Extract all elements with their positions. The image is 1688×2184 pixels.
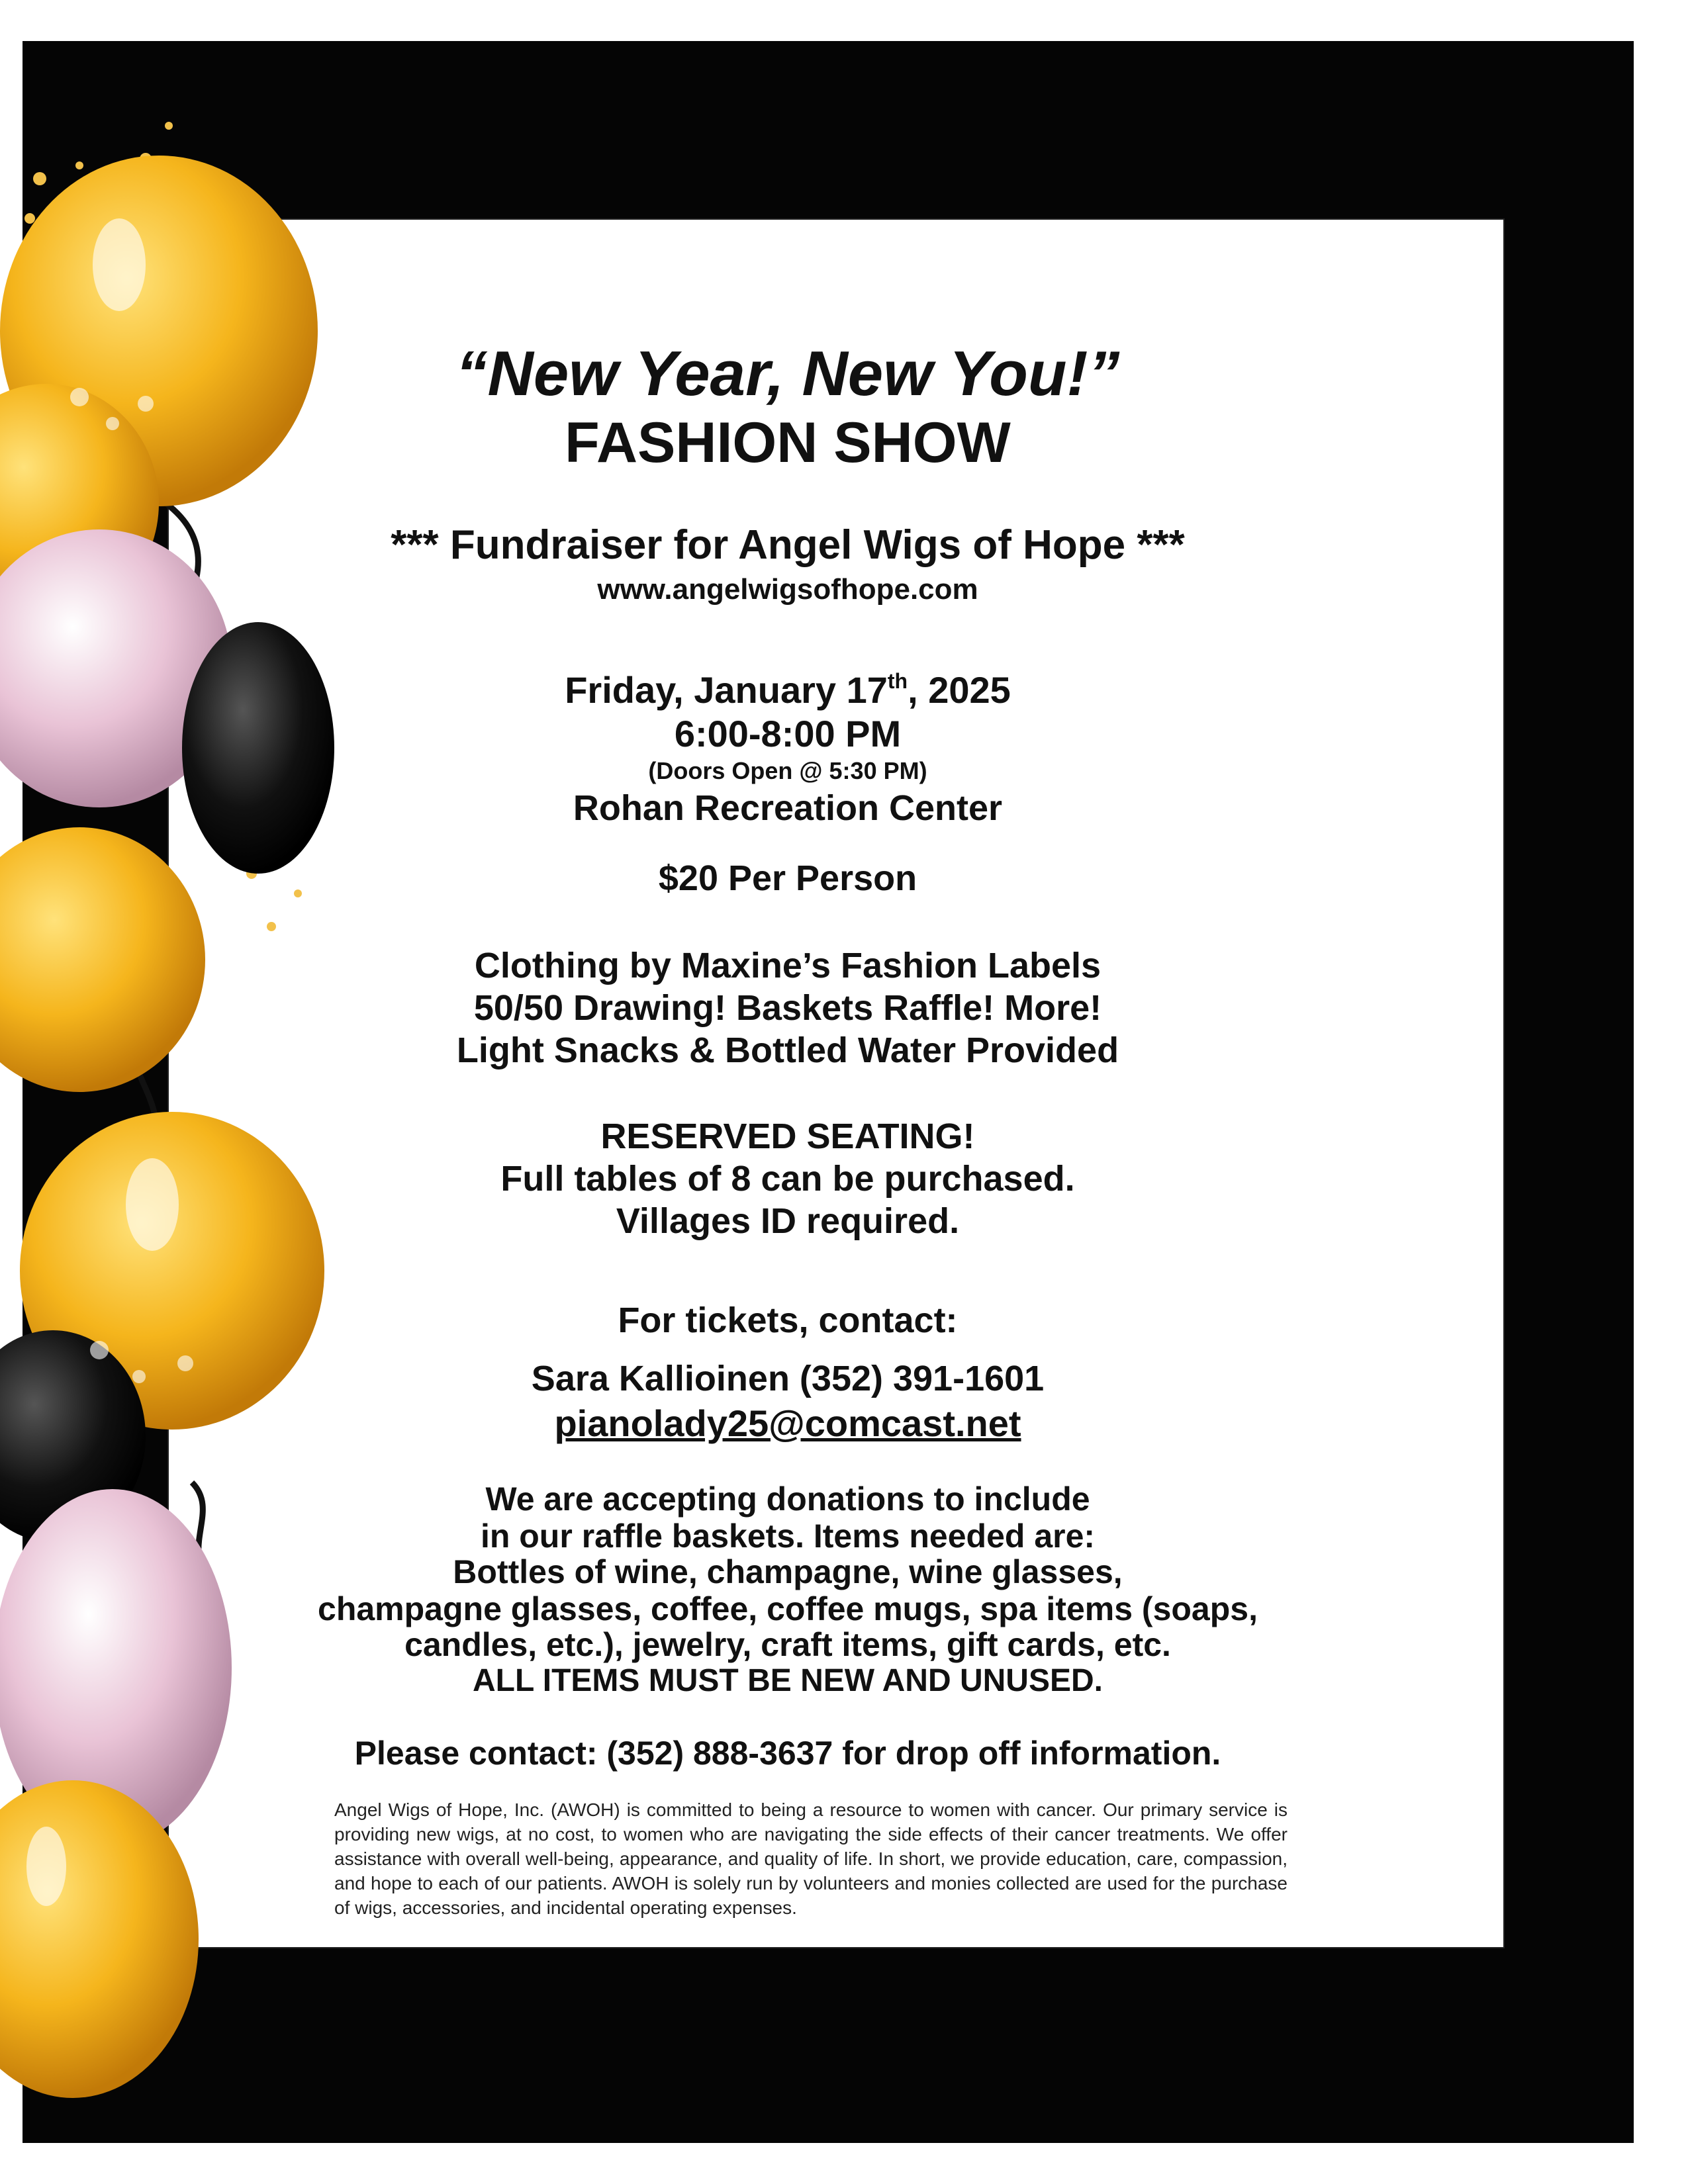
donation-line: champagne glasses, coffee, coffee mugs, spa items (soaps,: [318, 1590, 1258, 1627]
event-title: “New Year, New You!”: [455, 338, 1120, 409]
donation-line: We are accepting donations to include: [485, 1480, 1090, 1518]
flyer-content: [291, 0, 1284, 1985]
reserved-line: Villages ID required.: [616, 1201, 960, 1241]
website-link[interactable]: www.angelwigsofhope.com: [597, 573, 978, 606]
event-subtitle: FASHION SHOW: [565, 411, 1011, 475]
event-date-year: , 2025: [908, 669, 1011, 711]
gold-balloon-4: [0, 1780, 199, 2098]
donation-line: Bottles of wine, champagne, wine glasses,: [453, 1553, 1123, 1590]
tickets-heading: For tickets, contact:: [618, 1300, 958, 1340]
donation-line: in our raffle baskets. Items needed are:: [480, 1518, 1096, 1555]
contact-email-link[interactable]: pianolady25@comcast.net: [554, 1402, 1021, 1444]
highlight-line: 50/50 Drawing! Baskets Raffle! More!: [473, 988, 1102, 1028]
reserved-line: Full tables of 8 can be purchased.: [500, 1159, 1075, 1199]
event-date-main: Friday, January 17: [565, 669, 888, 711]
dropoff-contact: Please contact: (352) 888-3637 for drop off information.: [354, 1735, 1221, 1772]
doors-open: (Doors Open @ 5:30 PM): [648, 757, 927, 784]
fundraiser-line: *** Fundraiser for Angel Wigs of Hope ***: [391, 522, 1185, 568]
organization-description: Angel Wigs of Hope, Inc. (AWOH) is committed to being a resource to women with cancer. Our primary service is providing new wigs, at no cost, to women who are navigating the side effects of their cancer treatments. We offer assistance with overall well-being, appearance, and quality of life. In short, we provide education, care, compassion, and hope to each of our patients. AWOH is solely run by volunteers and monies collected are used for the purchase of wigs, accessories, and incidental operating expenses.: [334, 1799, 1288, 1918]
event-venue: Rohan Recreation Center: [573, 788, 1003, 828]
donation-requirement: ALL ITEMS MUST BE NEW AND UNUSED.: [472, 1663, 1103, 1698]
event-time: 6:00-8:00 PM: [674, 713, 902, 754]
highlight-line: Clothing by Maxine’s Fashion Labels: [474, 946, 1102, 985]
donation-line: candles, etc.), jewelry, craft items, gift cards, etc.: [404, 1626, 1171, 1663]
gold-balloon-2: [0, 827, 205, 1092]
contact-name-phone: Sara Kallioinen (352) 391-1601: [531, 1359, 1045, 1398]
reserved-heading: RESERVED SEATING!: [600, 1116, 975, 1156]
highlight-line: Light Snacks & Bottled Water Provided: [456, 1030, 1119, 1070]
event-date: [291, 668, 1284, 711]
event-date-suffix: th: [887, 669, 908, 693]
ticket-price: $20 Per Person: [658, 858, 917, 898]
